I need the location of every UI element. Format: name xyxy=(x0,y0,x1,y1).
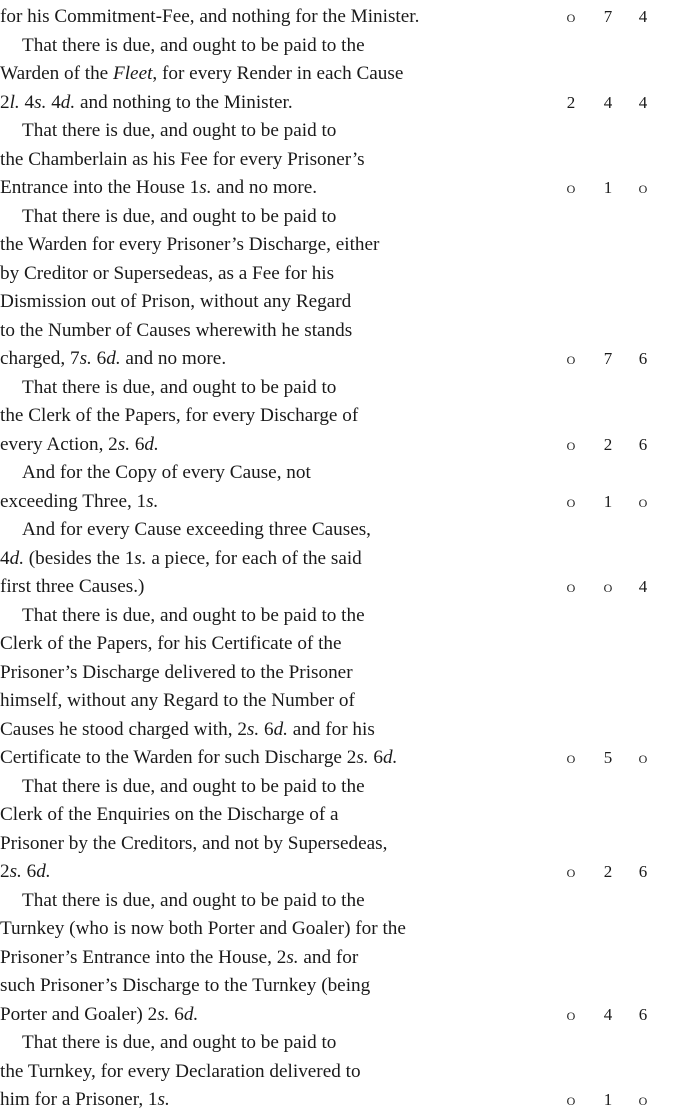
text-segment: every Action, 2 xyxy=(0,433,118,455)
entry-line xyxy=(0,773,365,801)
italic-segment: s. xyxy=(79,348,92,369)
text-segment: Prisoner’s Entrance into the House, 2 xyxy=(0,946,287,968)
text-segment: That there is due, and ought to be paid to xyxy=(22,376,337,398)
italic-segment: l. xyxy=(9,91,20,113)
italic-segment: Fleet xyxy=(113,63,153,84)
text-segment: That there is due, and ought to be paid to the xyxy=(22,775,365,797)
entry-line xyxy=(0,288,351,316)
italic-segment: d. xyxy=(106,348,121,369)
amount-pounds: o xyxy=(566,1004,576,1024)
text-segment: And for the Copy of every Cause, not xyxy=(22,462,311,483)
entry-line xyxy=(0,915,406,943)
text-segment: 4 xyxy=(0,547,10,569)
italic-segment: d. xyxy=(9,547,24,569)
entry-line xyxy=(0,659,353,687)
entry-line xyxy=(0,1058,361,1086)
entry-line xyxy=(0,89,293,117)
entry-line xyxy=(0,146,365,174)
text-segment: That there is due, and ought to be paid to xyxy=(22,120,337,141)
amount-pence: 6 xyxy=(638,1004,648,1024)
italic-segment: s. xyxy=(199,177,212,198)
entry-line xyxy=(0,887,365,915)
text-segment: the Turnkey, for every Declaration delivered to xyxy=(0,1060,361,1082)
amount-pounds: o xyxy=(566,178,576,197)
entry-line xyxy=(0,231,379,259)
amount-pounds: o xyxy=(566,862,576,881)
italic-segment: d. xyxy=(183,1003,199,1025)
text-segment: the Chamberlain as his Fee for every Prisoner’s xyxy=(0,148,365,170)
entry-line xyxy=(0,431,159,459)
entry-line xyxy=(0,260,334,288)
amount-pounds: o xyxy=(566,577,576,596)
text-segment: That there is due, and ought to be paid to xyxy=(22,205,337,227)
text-segment: Clerk of the Enquiries on the Discharge of a xyxy=(0,804,339,825)
entry-line xyxy=(0,516,371,544)
text-segment: such Prisoner’s Discharge to the Turnkey (being xyxy=(0,975,371,996)
entry-line xyxy=(0,60,403,88)
text-segment: Prisoner by the Creditors, and not by Supersedeas, xyxy=(0,832,388,854)
text-segment: and nothing to the Minister. xyxy=(75,91,293,113)
amount-pounds: o xyxy=(566,349,576,368)
text-segment: 6 xyxy=(169,1003,184,1025)
amount-pence: o xyxy=(638,491,648,511)
amount-pence: o xyxy=(638,1090,648,1109)
text-segment: himself, without any Regard to the Number of xyxy=(0,690,355,711)
italic-segment: s. xyxy=(356,747,369,768)
italic-segment: d. xyxy=(60,91,76,113)
text-segment: and for his xyxy=(287,718,375,740)
text-segment: for his Commitment-Fee, and nothing for the Minister. xyxy=(0,6,420,27)
amount-shillings: 2 xyxy=(603,434,613,454)
amount-pence: 4 xyxy=(638,7,648,26)
text-segment: Warden of the xyxy=(0,63,113,84)
amount-pounds: o xyxy=(566,491,576,511)
amount-pence: 4 xyxy=(638,92,648,112)
amount-pounds: o xyxy=(566,748,576,767)
amount-pence: o xyxy=(638,178,648,197)
amount-pence: 6 xyxy=(638,349,648,368)
text-segment: Certificate to the Warden for such Discharge 2 xyxy=(0,747,357,768)
entry-line xyxy=(0,944,358,972)
italic-segment: s. xyxy=(34,91,47,113)
entry-line xyxy=(0,488,158,516)
text-segment: That there is due, and ought to be paid to xyxy=(22,1032,337,1053)
amount-pounds: o xyxy=(566,434,576,454)
amount-pence: o xyxy=(638,748,648,767)
entry-line xyxy=(0,1086,170,1114)
entry-line xyxy=(0,317,352,345)
amount-shillings: 7 xyxy=(603,7,613,26)
amount-shillings: 1 xyxy=(603,1090,613,1109)
entry-line xyxy=(0,972,370,1000)
italic-segment: s. xyxy=(157,1003,170,1025)
text-segment: the Warden for every Prisoner’s Discharge, either xyxy=(0,234,380,255)
text-segment: 2 xyxy=(0,91,10,113)
entry-line xyxy=(0,203,336,231)
entry-line xyxy=(0,345,226,373)
amount-shillings: 1 xyxy=(603,491,613,511)
text-segment: 4 xyxy=(46,91,61,113)
text-segment: by Creditor or Supersedeas, as a Fee for his xyxy=(0,262,335,284)
italic-segment: s. xyxy=(157,1089,170,1110)
text-segment: 6 xyxy=(130,433,145,455)
text-segment: exceeding Three, 1 xyxy=(0,490,147,512)
italic-segment: d. xyxy=(382,747,398,768)
entry-line xyxy=(0,174,317,202)
entry-line xyxy=(0,1029,336,1057)
text-segment: Prisoner’s Discharge delivered to the Prisoner xyxy=(0,661,353,683)
text-segment: charged, 7 xyxy=(0,348,80,369)
text-segment: 6 xyxy=(21,861,37,882)
text-segment: And for every Cause exceeding three Causes, xyxy=(22,519,371,540)
text-segment: 6 xyxy=(91,348,107,369)
text-segment: 6 xyxy=(259,718,274,740)
italic-segment: s. xyxy=(117,433,131,455)
text-segment: and no more. xyxy=(211,177,318,198)
entry-line xyxy=(0,716,375,744)
text-segment: Turnkey (who is now both Porter and Goaler) for the xyxy=(0,918,406,939)
italic-segment: d. xyxy=(144,433,159,455)
text-segment: him for a Prisoner, 1 xyxy=(0,1089,158,1110)
amount-pence: 6 xyxy=(638,862,648,881)
text-segment: Causes he stood charged with, 2 xyxy=(0,718,247,740)
text-segment: to the Number of Causes wherewith he stands xyxy=(0,319,353,341)
entry-line xyxy=(0,545,362,573)
amount-shillings: 1 xyxy=(603,178,613,197)
italic-segment: s. xyxy=(246,718,260,740)
text-segment: , for every Render in each Cause xyxy=(152,63,404,84)
text-segment: Dismission out of Prison, without any Regard xyxy=(0,291,352,312)
amount-shillings: 4 xyxy=(603,92,613,112)
text-segment: the Clerk of the Papers, for every Discharge of xyxy=(0,405,359,426)
amount-shillings: 7 xyxy=(603,349,613,368)
italic-segment: s. xyxy=(146,490,159,512)
entry-line xyxy=(0,744,397,772)
text-segment: That there is due, and ought to be paid to the xyxy=(22,34,365,56)
entry-line xyxy=(0,32,365,60)
text-segment: 2 xyxy=(0,861,10,882)
entry-line xyxy=(0,830,387,858)
entry-line xyxy=(0,687,355,715)
entry-line xyxy=(0,630,342,658)
amount-shillings: 4 xyxy=(603,1004,613,1024)
text-segment: a piece, for each of the said xyxy=(146,547,362,569)
entry-line xyxy=(0,573,144,601)
entry-line xyxy=(0,117,336,145)
text-segment: 6 xyxy=(368,747,383,768)
amount-pence: 6 xyxy=(638,434,648,454)
amount-shillings: 5 xyxy=(603,748,613,767)
text-segment: Porter and Goaler) 2 xyxy=(0,1003,158,1025)
entry-line xyxy=(0,1001,198,1029)
amount-pounds: 2 xyxy=(566,92,576,112)
text-segment: That there is due, and ought to be paid to the xyxy=(22,604,365,626)
entry-line xyxy=(0,602,365,630)
text-segment: (besides the 1 xyxy=(23,547,135,569)
text-segment: Entrance into the House 1 xyxy=(0,177,200,198)
amount-pounds: o xyxy=(566,1090,576,1109)
amount-pounds: o xyxy=(566,7,576,26)
text-segment: Clerk of the Papers, for his Certificate of the xyxy=(0,633,342,654)
text-segment: and for xyxy=(298,946,359,968)
text-segment: 4 xyxy=(19,91,35,113)
italic-segment: s. xyxy=(134,547,147,569)
entry-line xyxy=(0,858,51,886)
entry-line xyxy=(0,402,358,430)
italic-segment: s. xyxy=(9,861,22,882)
amount-shillings: o xyxy=(603,577,613,596)
italic-segment: s. xyxy=(286,946,299,968)
entry-line xyxy=(0,3,419,31)
italic-segment: d. xyxy=(36,861,51,882)
amount-pence: 4 xyxy=(638,577,648,596)
entry-line xyxy=(0,801,339,829)
italic-segment: d. xyxy=(273,718,288,740)
text-segment: and no more. xyxy=(120,348,227,369)
text-segment: first three Causes.) xyxy=(0,576,145,597)
entry-line xyxy=(0,374,336,402)
text-segment: That there is due, and ought to be paid to the xyxy=(22,889,365,911)
amount-shillings: 2 xyxy=(603,862,613,881)
entry-line xyxy=(0,459,311,487)
